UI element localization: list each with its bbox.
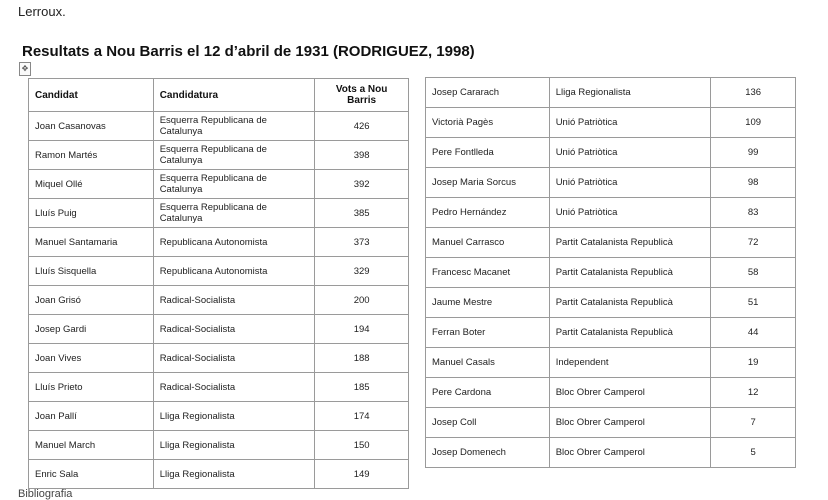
table-row xyxy=(426,198,796,228)
table-row xyxy=(29,112,409,141)
table-row xyxy=(426,78,796,108)
cell-vots: 200 xyxy=(315,286,409,315)
table-row xyxy=(426,168,796,198)
cell-candidat: Manuel Santamaria xyxy=(29,228,154,257)
cell-candidat: Joan Grisó xyxy=(29,286,154,315)
cell-vots: 72 xyxy=(711,228,796,258)
cell-candidatura: Radical-Socialista xyxy=(153,315,315,344)
cell-vots: 329 xyxy=(315,257,409,286)
table-title: Resultats a Nou Barris el 12 d’abril de 1931 (RODRIGUEZ, 1998) xyxy=(22,43,475,60)
cell-vots: 385 xyxy=(315,199,409,228)
cell-candidat: Francesc Macanet xyxy=(426,258,550,288)
table-row xyxy=(426,138,796,168)
results-table-right xyxy=(425,77,796,468)
cell-candidatura: Partit Catalanista Republicà xyxy=(549,318,711,348)
table-row xyxy=(29,257,409,286)
table-row xyxy=(426,348,796,378)
table-row xyxy=(426,378,796,408)
cell-candidatura: Independent xyxy=(549,348,711,378)
table-row xyxy=(29,315,409,344)
table-row xyxy=(29,286,409,315)
table-row xyxy=(29,170,409,199)
cell-candidatura: Esquerra Republicana de Catalunya xyxy=(153,112,315,141)
cell-candidatura: Lliga Regionalista xyxy=(153,431,315,460)
cell-candidat: Ferran Boter xyxy=(426,318,550,348)
cell-candidatura: Lliga Regionalista xyxy=(549,78,711,108)
table-row xyxy=(426,318,796,348)
table-row xyxy=(426,438,796,468)
cell-candidatura: Partit Catalanista Republicà xyxy=(549,258,711,288)
cell-candidatura: Esquerra Republicana de Catalunya xyxy=(153,170,315,199)
cell-candidat: Jaume Mestre xyxy=(426,288,550,318)
cell-candidatura: Bloc Obrer Camperol xyxy=(549,378,711,408)
cell-vots: 194 xyxy=(315,315,409,344)
cell-candidat: Victorià Pagès xyxy=(426,108,550,138)
cell-candidat: Josep Maria Sorcus xyxy=(426,168,550,198)
cell-vots: 392 xyxy=(315,170,409,199)
cell-vots: 99 xyxy=(711,138,796,168)
cell-vots: 426 xyxy=(315,112,409,141)
cell-candidat: Joan Vives xyxy=(29,344,154,373)
cell-vots: 19 xyxy=(711,348,796,378)
table-row xyxy=(426,408,796,438)
cell-vots: 188 xyxy=(315,344,409,373)
cell-candidat: Pere Fontlleda xyxy=(426,138,550,168)
cell-candidatura: Republicana Autonomista xyxy=(153,228,315,257)
cell-candidat: Manuel Casals xyxy=(426,348,550,378)
cell-vots: 5 xyxy=(711,438,796,468)
bibliography-heading: Bibliografia xyxy=(18,488,73,500)
table-row xyxy=(426,228,796,258)
cell-candidat: Miquel Ollé xyxy=(29,170,154,199)
table-row xyxy=(426,288,796,318)
cell-candidat: Pedro Hernández xyxy=(426,198,550,228)
cell-candidatura: Esquerra Republicana de Catalunya xyxy=(153,199,315,228)
cell-candidatura: Bloc Obrer Camperol xyxy=(549,408,711,438)
cell-vots: 149 xyxy=(315,460,409,489)
table-row xyxy=(29,141,409,170)
cell-candidat: Joan Casanovas xyxy=(29,112,154,141)
cell-vots: 7 xyxy=(711,408,796,438)
table-row xyxy=(29,402,409,431)
cell-candidatura: Unió Patriòtica xyxy=(549,138,711,168)
cell-vots: 398 xyxy=(315,141,409,170)
cell-candidat: Enric Sala xyxy=(29,460,154,489)
table-row xyxy=(29,373,409,402)
cell-candidatura: Unió Patriòtica xyxy=(549,108,711,138)
cell-candidatura: Esquerra Republicana de Catalunya xyxy=(153,141,315,170)
table-row xyxy=(29,460,409,489)
cell-candidatura: Unió Patriòtica xyxy=(549,198,711,228)
cell-vots: 150 xyxy=(315,431,409,460)
cell-candidat: Lluís Puig xyxy=(29,199,154,228)
cell-vots: 109 xyxy=(711,108,796,138)
intro-text-tail: Lerroux. xyxy=(18,4,66,19)
table-row xyxy=(426,108,796,138)
cell-candidat: Josep Gardi xyxy=(29,315,154,344)
header-vots: Vots a Nou Barris xyxy=(315,79,409,112)
table-row xyxy=(29,228,409,257)
cell-candidatura: Unió Patriòtica xyxy=(549,168,711,198)
cell-candidatura: Lliga Regionalista xyxy=(153,460,315,489)
cell-vots: 185 xyxy=(315,373,409,402)
table-row xyxy=(29,199,409,228)
cell-candidatura: Lliga Regionalista xyxy=(153,402,315,431)
cell-candidat: Joan Pallí xyxy=(29,402,154,431)
cell-candidatura: Radical-Socialista xyxy=(153,344,315,373)
move-handle-icon[interactable]: ✥ xyxy=(19,62,31,76)
cell-vots: 136 xyxy=(711,78,796,108)
cell-candidat: Lluís Sisquella xyxy=(29,257,154,286)
cell-vots: 373 xyxy=(315,228,409,257)
table-row xyxy=(29,344,409,373)
cell-candidat: Manuel Carrasco xyxy=(426,228,550,258)
cell-candidat: Lluís Prieto xyxy=(29,373,154,402)
header-candidat: Candidat xyxy=(29,79,154,112)
cell-candidat: Josep Domenech xyxy=(426,438,550,468)
table-row xyxy=(426,258,796,288)
cell-vots: 51 xyxy=(711,288,796,318)
cell-candidatura: Bloc Obrer Camperol xyxy=(549,438,711,468)
cell-candidatura: Radical-Socialista xyxy=(153,286,315,315)
cell-candidatura: Partit Catalanista Republicà xyxy=(549,288,711,318)
cell-vots: 12 xyxy=(711,378,796,408)
cell-vots: 174 xyxy=(315,402,409,431)
cell-candidatura: Radical-Socialista xyxy=(153,373,315,402)
cell-candidat: Josep Cararach xyxy=(426,78,550,108)
cell-vots: 58 xyxy=(711,258,796,288)
header-candidatura: Candidatura xyxy=(153,79,315,112)
cell-candidatura: Partit Catalanista Republicà xyxy=(549,228,711,258)
cell-vots: 44 xyxy=(711,318,796,348)
results-table-left xyxy=(28,78,409,489)
cell-vots: 98 xyxy=(711,168,796,198)
cell-candidat: Ramon Martés xyxy=(29,141,154,170)
cell-candidat: Manuel March xyxy=(29,431,154,460)
cell-candidat: Pere Cardona xyxy=(426,378,550,408)
table-row xyxy=(29,431,409,460)
cell-vots: 83 xyxy=(711,198,796,228)
table-header-row xyxy=(29,79,409,112)
cell-candidat: Josep Coll xyxy=(426,408,550,438)
cell-candidatura: Republicana Autonomista xyxy=(153,257,315,286)
